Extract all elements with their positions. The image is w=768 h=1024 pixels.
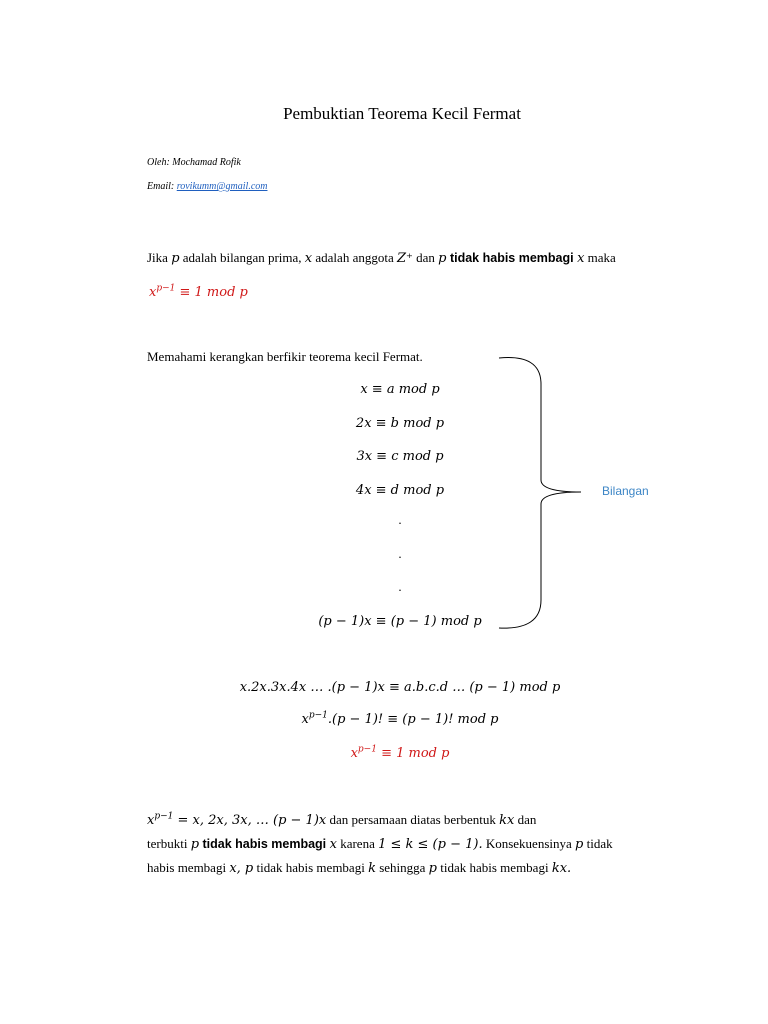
result-line: [0, 746, 768, 761]
statement-bold: tidak habis membagi: [446, 251, 578, 265]
conclusion-line-3: [147, 860, 571, 876]
factorial-line: [0, 712, 768, 727]
theorem-statement: [147, 250, 616, 266]
conclusion-math: x, p: [229, 861, 254, 876]
conclusion-math: kx: [499, 813, 515, 828]
ellipsis-dot: .: [398, 546, 402, 561]
statement-text: dan: [412, 250, 439, 265]
factorial-base: x: [301, 712, 309, 727]
result-base: x: [350, 746, 358, 761]
conclusion-bold: tidak habis membagi: [199, 837, 330, 851]
ellipsis-dot: .: [398, 579, 402, 594]
ellipsis-dot: .: [398, 512, 402, 527]
conclusion-text: terbukti: [147, 836, 191, 851]
conclusion-text: dan: [514, 812, 537, 827]
conclusion-text: tidak habis membagi: [253, 860, 369, 875]
conclusion-math: x: [147, 813, 155, 828]
statement-math: p: [438, 251, 447, 266]
factorial-exponent: p−1: [308, 710, 328, 721]
conclusion-line-2: [147, 836, 613, 852]
formula-base: x: [149, 285, 157, 300]
conclusion-text: tidak: [583, 836, 613, 851]
statement-math: x: [304, 251, 313, 266]
conclusion-math: 1 ≤ k ≤ (p − 1).: [378, 837, 483, 852]
email-link[interactable]: rovikumm@gmail.com: [176, 181, 268, 192]
conclusion-text: tidak habis membagi: [437, 860, 552, 875]
conclusion-text: Konsekuensinya: [482, 836, 576, 851]
theorem-formula: [149, 285, 248, 300]
congruence-2: 2x ≡ b mod p: [355, 416, 445, 431]
email-label: Email:: [147, 181, 175, 192]
statement-text: Jika: [147, 250, 172, 265]
conclusion-math: x: [329, 837, 337, 852]
result-rest: ≡ 1 mod p: [376, 746, 450, 761]
conclusion-math: kx.: [551, 861, 572, 876]
statement-math: Z⁺: [396, 251, 413, 266]
framework-text: Memahami kerangkan berfikir teorema kecil Fermat.: [147, 349, 423, 364]
statement-text: adalah anggota: [312, 250, 397, 265]
congruence-last: (p − 1)x ≡ (p − 1) mod p: [318, 614, 482, 629]
conclusion-math: = x, 2x, 3x, … (p − 1)x: [173, 813, 327, 828]
congruence-4: 4x ≡ d mod p: [355, 483, 445, 498]
formula-rest: ≡ 1 mod p: [175, 285, 248, 300]
conclusion-text: karena: [336, 836, 379, 851]
conclusion-text: habis membagi: [147, 860, 230, 875]
congruence-1: x ≡ a mod p: [360, 382, 440, 397]
author-line: Oleh: Mochamad Rofik: [147, 157, 241, 168]
conclusion-math: k: [368, 861, 376, 876]
conclusion-text: sehingga: [375, 860, 429, 875]
conclusion-math: p: [428, 861, 437, 876]
statement-math: p: [171, 251, 180, 266]
page-title: Pembuktian Teorema Kecil Fermat: [283, 104, 521, 123]
statement-text: adalah bilangan prima,: [179, 250, 305, 265]
statement-math: x: [577, 251, 585, 266]
conclusion-math: p: [190, 837, 200, 852]
conclusion-exponent: p−1: [154, 811, 174, 822]
factorial-rest: .(p − 1)! ≡ (p − 1)! mod p: [327, 712, 499, 727]
conclusion-text: dan persamaan diatas berbentuk: [326, 812, 500, 827]
result-exponent: p−1: [357, 744, 377, 755]
product-line: x.2x.3x.4x … .(p − 1)x ≡ a.b.c.d … (p − 1) mod p: [239, 680, 561, 695]
conclusion-math: p: [575, 837, 584, 852]
email-line: [147, 181, 267, 192]
conclusion-line-1: [147, 812, 536, 828]
formula-exponent: p−1: [156, 283, 176, 294]
brace-label: Bilangan: [602, 484, 649, 498]
statement-text: maka: [584, 250, 616, 265]
congruence-3: 3x ≡ c mod p: [356, 449, 444, 464]
curly-brace: [495, 354, 585, 634]
